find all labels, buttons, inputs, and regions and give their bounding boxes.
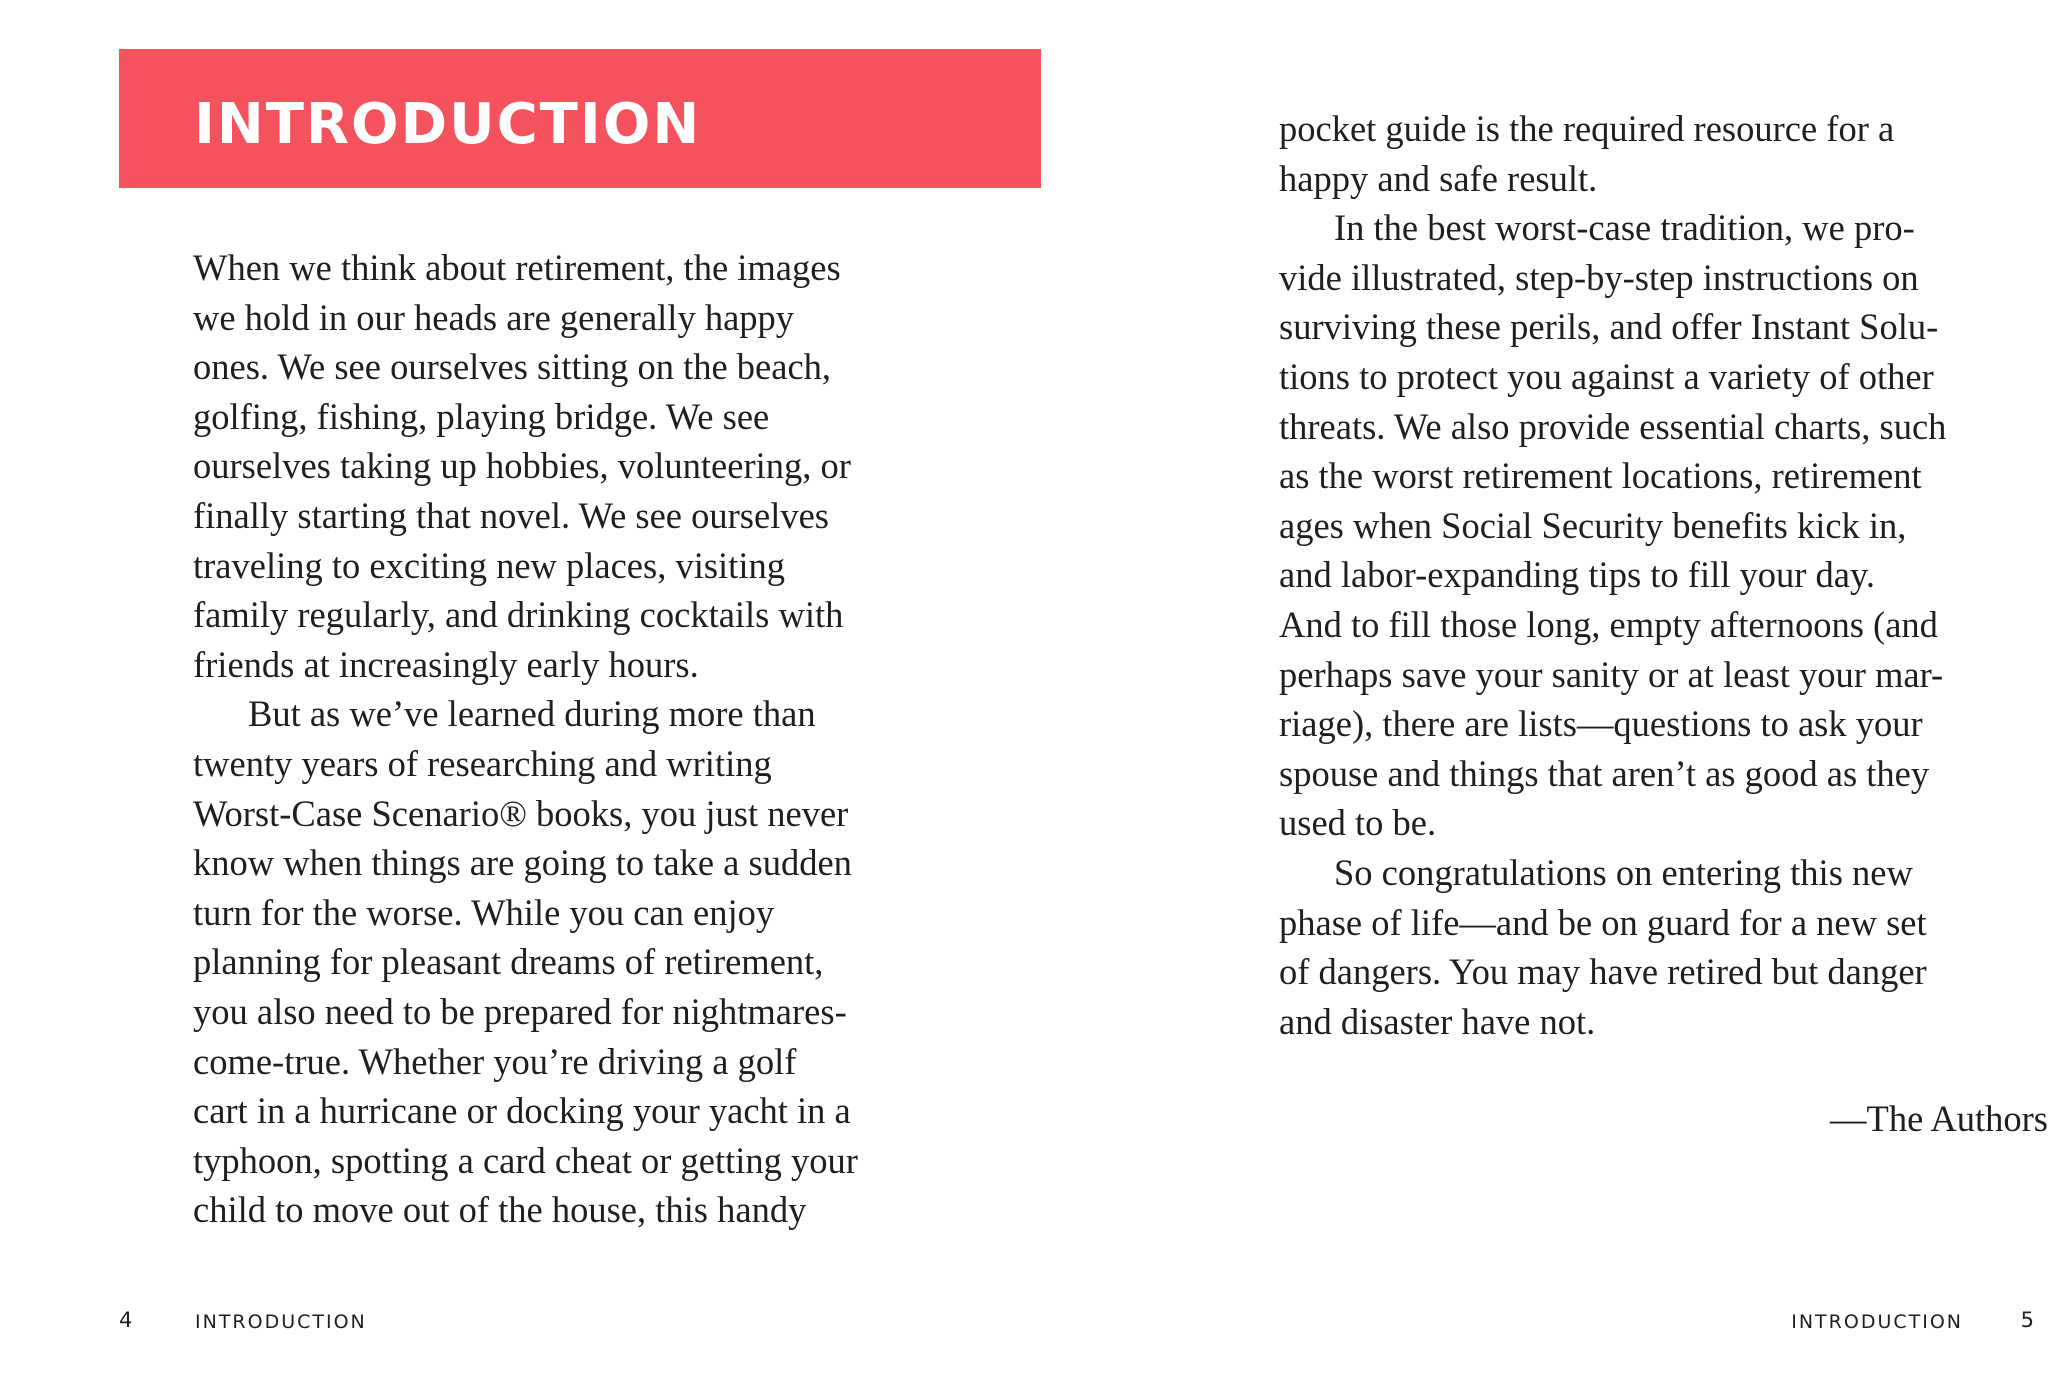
running-head-right: INTRODUCTION <box>1791 1311 1963 1333</box>
paragraph-1: When we think about retirement, the images we hold in our heads are generally happy ones. We see ourselves sitting on the beach, golfing, fishing, playing bridge. We see ourselves taking up hobbies, volunteering, or finally starting that novel. We see ourselves traveling to exciting new places, visiting family regularly, and drinking cocktails with friends at increasingly early hours. <box>193 247 851 685</box>
right-body-text <box>1279 104 2019 1046</box>
chapter-title: INTRODUCTION <box>194 92 702 157</box>
left-page <box>0 0 1031 1400</box>
running-head-left: INTRODUCTION <box>195 1311 367 1333</box>
paragraph-3: pocket guide is the required resource for a happy and safe result. <box>1279 108 1895 199</box>
paragraph-2: But as we’ve learned during more than twenty years of researching and writing Worst-Case Scenario® books, you just never know when things are going to take a sudden turn for the worse. While you can enjoy planning for pleasant dreams of retirement, you also need to be prepared for nightmares- come-true. Whether you’re driving a golf cart in a hurricane or docking your yacht in a typhoon, spotting a card cheat or getting your child to move out of the house, this handy <box>193 693 858 1231</box>
paragraph-5: So congratulations on entering this new phase of life—and be on guard for a new set of dangers. You may have retired but danger and disaster have not. <box>1279 851 1927 1042</box>
page-number-left: 4 <box>119 1308 133 1332</box>
paragraph-4: In the best worst-case tradition, we pro- vide illustrated, step-by-step instructions on surviving these perils, and offer Instant Solu- tions to protect you against a variety of other threats. We also provide essential charts, such as the worst retirement locations, retirement ages when Social Security benefits kick in, and labor-expanding tips to fill your day. And to fill those long, empty afternoons (and perhaps save your sanity or at least your mar- riage), there are lists—questions to ask your spouse and things that aren’t as good as they used to be. <box>1279 207 1947 844</box>
right-page <box>1031 0 2063 1400</box>
page-number-right: 5 <box>2020 1308 2034 1332</box>
signature: —The Authors <box>1830 1098 2048 1139</box>
left-body-text <box>193 243 953 1235</box>
chapter-title-band <box>119 49 1041 188</box>
